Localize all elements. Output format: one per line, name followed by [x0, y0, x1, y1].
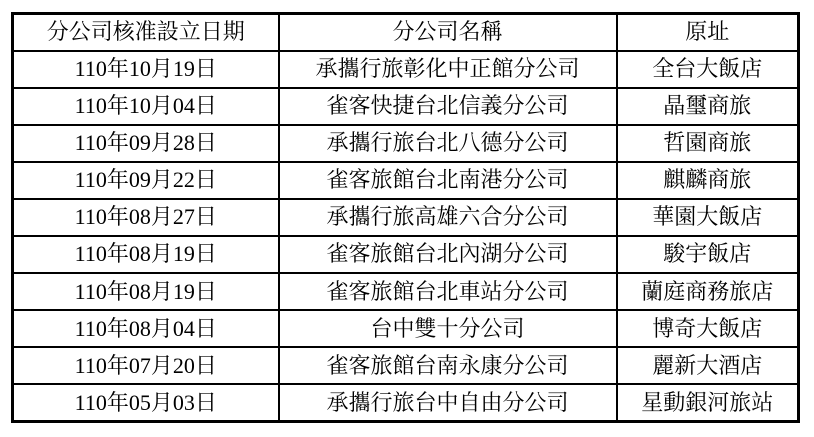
table-cell: 承攜行旅彰化中正館分公司	[279, 51, 617, 88]
column-header: 分公司核准設立日期	[13, 14, 279, 51]
table-cell: 蘭庭商務旅店	[617, 273, 799, 310]
table-cell: 110年08月19日	[13, 273, 279, 310]
table-cell: 博奇大飯店	[617, 310, 799, 347]
table-cell: 110年10月19日	[13, 51, 279, 88]
branch-establishment-table	[11, 12, 800, 423]
table-row	[13, 310, 799, 347]
table-cell: 110年05月03日	[13, 384, 279, 421]
table-row	[13, 347, 799, 384]
table-cell: 雀客旅館台北車站分公司	[279, 273, 617, 310]
table-cell: 承攜行旅高雄六合分公司	[279, 199, 617, 236]
table-row	[13, 199, 799, 236]
table-row	[13, 236, 799, 273]
table-cell: 麒麟商旅	[617, 162, 799, 199]
table-cell: 110年09月22日	[13, 162, 279, 199]
table-cell: 110年08月27日	[13, 199, 279, 236]
table-row	[13, 51, 799, 88]
table-cell: 星動銀河旅站	[617, 384, 799, 421]
table-cell: 110年08月19日	[13, 236, 279, 273]
table-cell: 承攜行旅台中自由分公司	[279, 384, 617, 421]
table-cell: 麗新大酒店	[617, 347, 799, 384]
table-cell: 晶璽商旅	[617, 88, 799, 125]
column-header: 原址	[617, 14, 799, 51]
table-row	[13, 273, 799, 310]
table-row	[13, 384, 799, 421]
table-cell: 雀客旅館台南永康分公司	[279, 347, 617, 384]
table-cell: 哲園商旅	[617, 125, 799, 162]
table-cell: 承攜行旅台北八德分公司	[279, 125, 617, 162]
table-cell: 110年10月04日	[13, 88, 279, 125]
table-cell: 全台大飯店	[617, 51, 799, 88]
table-cell: 110年07月20日	[13, 347, 279, 384]
table-cell: 雀客快捷台北信義分公司	[279, 88, 617, 125]
column-header: 分公司名稱	[279, 14, 617, 51]
table-cell: 雀客旅館台北內湖分公司	[279, 236, 617, 273]
table-header-row	[13, 14, 799, 51]
table-cell: 華園大飯店	[617, 199, 799, 236]
table-cell: 110年08月04日	[13, 310, 279, 347]
table-row	[13, 125, 799, 162]
table-cell: 駿宇飯店	[617, 236, 799, 273]
table-row	[13, 88, 799, 125]
table-row	[13, 162, 799, 199]
table-body	[13, 51, 799, 422]
table-cell: 台中雙十分公司	[279, 310, 617, 347]
table-cell: 雀客旅館台北南港分公司	[279, 162, 617, 199]
table-cell: 110年09月28日	[13, 125, 279, 162]
